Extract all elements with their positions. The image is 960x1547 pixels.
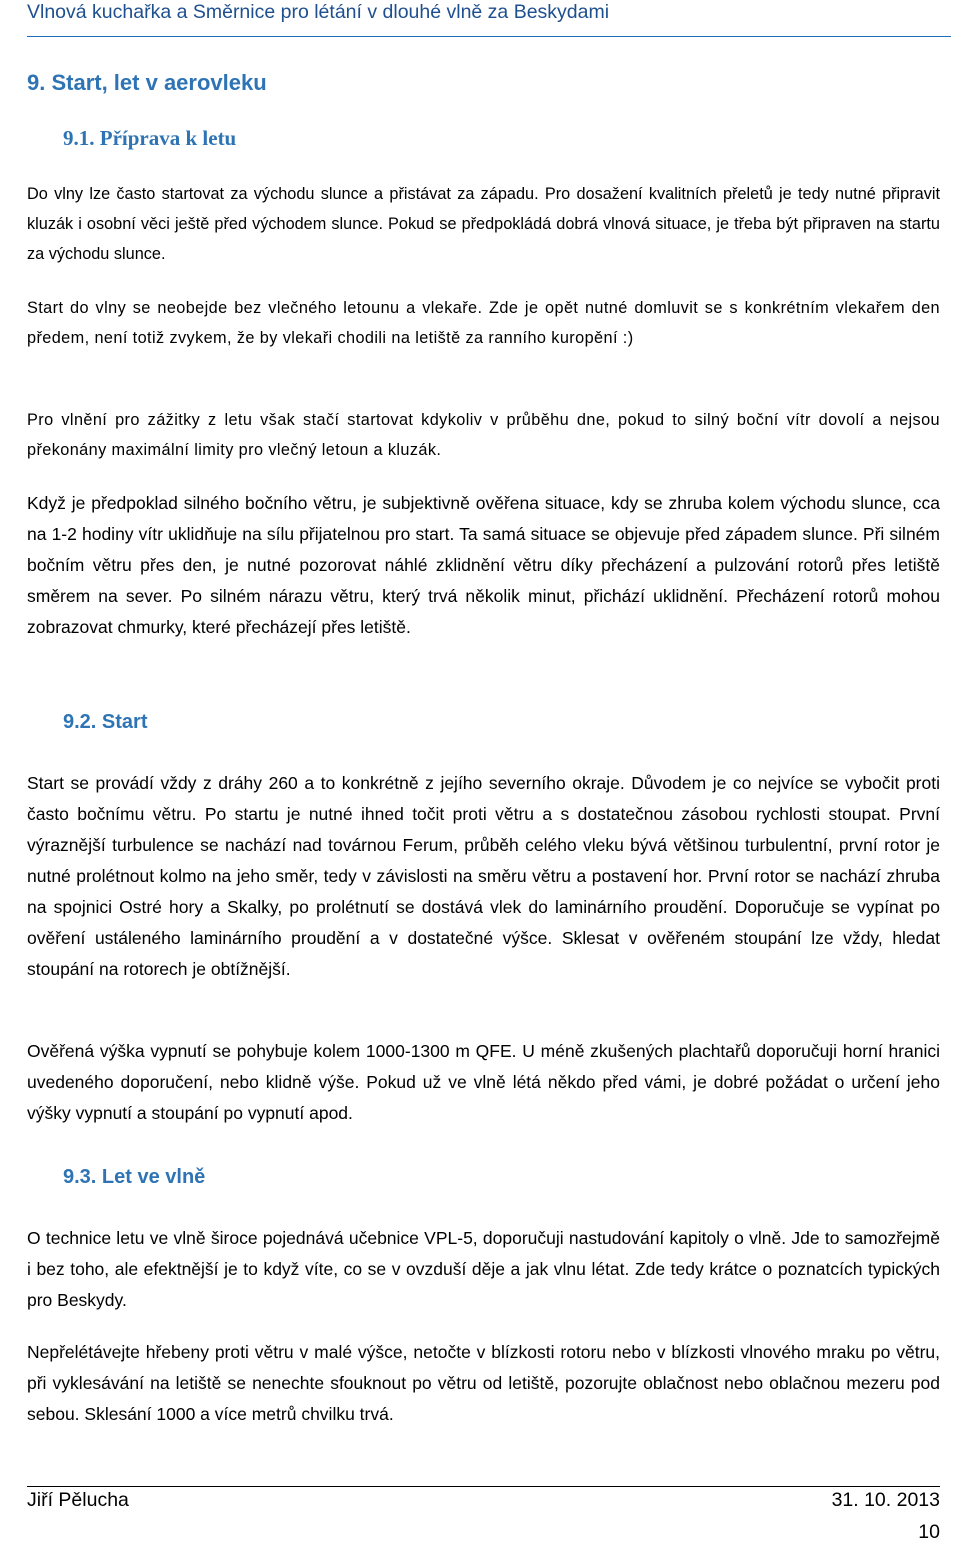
subsection-heading-start: 9.2. Start xyxy=(63,711,148,733)
paragraph-prep-3: Pro vlnění pro zážitky z letu však stačí startovat kdykoliv v průběhu dne, pokud to silný boční vítr dovolí a nejsou překonány maximální limity pro vlečný letoun a kluzák. xyxy=(27,411,940,459)
running-header: Vlnová kuchařka a Směrnice pro létání v dlouhé vlně za Beskydami xyxy=(27,0,951,37)
subsection-heading-wave-flight: 9.3. Let ve vlně xyxy=(63,1166,206,1188)
paragraph-prep-2: Start do vlny se neobejde bez vlečného letounu a vlekaře. Zde je opět nutné domluvit se s konkrétním vlekařem den předem, není totiž zvykem, že by vlekaři chodili na letiště za ranního kuropění :) xyxy=(27,299,940,347)
footer-date: 31. 10. 2013 xyxy=(831,1489,940,1511)
paragraph-start-2: Ověřená výška vypnutí se pohybuje kolem 1000-1300 m QFE. U méně zkušených plachtařů doporučuji horní hranici uvedeného doporučení, nebo klidně výše. Pokud už ve vlně létá někdo před vámi, je dobré požádat o určení jeho výšky vypnutí a stoupání po vypnutí apod. xyxy=(27,1041,940,1123)
paragraph-prep-4: Když je předpoklad silného bočního větru, je subjektivně ověřena situace, kdy se zhruba kolem východu slunce, cca na 1-2 hodiny vítr uklidňuje na sílu přijatelnou pro start. Ta samá situace se objevuje před západem slunce. Při silném bočním větru přes den, je nutné pozorovat náhlé zklidnění větru díky přecházení a pulzování rotorů přes letiště směrem na sever. Po silném nárazu větru, který trvá několik minut, přichází uklidnění. Přecházení rotorů mohou zobrazovat chmurky, které přecházejí přes letiště. xyxy=(27,493,940,637)
footer-author: Jiří Pělucha xyxy=(27,1489,129,1511)
paragraph-wave-2: Nepřelétávejte hřebeny proti větru v malé výšce, netočte v blízkosti rotoru nebo v blízkosti vlnového mraku po větru, při vyklesávání na letiště se nenechte sfouknout po větru od letiště, pozorujte oblačnost nebo oblačnou mezeru pod sebou. Sklesání 1000 a více metrů chvilku trvá. xyxy=(27,1342,940,1424)
footer-divider xyxy=(27,1486,940,1487)
page-number: 10 xyxy=(918,1521,940,1543)
paragraph-prep-1: Do vlny lze často startovat za východu slunce a přistávat za západu. Pro dosažení kvalitních přeletů je tedy nutné připravit kluzák i osobní věci ještě před východem slunce. Pokud se předpokládá dobrá vlnová situace, je třeba být připraven na startu za východu slunce. xyxy=(27,185,940,263)
section-heading: 9. Start, let v aerovleku xyxy=(27,70,267,95)
subsection-heading-prep: 9.1. Příprava k letu xyxy=(63,126,237,150)
paragraph-start-1: Start se provádí vždy z dráhy 260 a to konkrétně z jejího severního okraje. Důvodem je co nejvíce se vybočit proti často bočnímu větru. Po startu je nutné ihned točit proti větru a s dostatečnou zásobou rychlosti stoupat. První výraznější turbulence se nachází nad továrnou Ferum, průběh celého vleku bývá většinou turbulentní, první rotor je nutné prolétnout kolmo na jeho směr, tedy v závislosti na směru větru a postavení hor. První rotor se nachází zhruba na spojnici Ostré hory a Skalky, po prolétnutí se dostává vlek do laminárního proudění. Doporučuje se vypínat po ověření ustáleného laminárního proudění a v dostatečné výšce. Sklesat v ověřeném stoupání lze vždy, hledat stoupání na rotorech je obtížnější. xyxy=(27,773,940,979)
paragraph-wave-1: O technice letu ve vlně široce pojednává učebnice VPL-5, doporučuji nastudování kapitoly o vlně. Jde to samozřejmě i bez toho, ale efektnější je to když víte, co se v ovzduší děje a jak vlnu létat. Zde tedy krátce o poznatcích typických pro Beskydy. xyxy=(27,1228,940,1310)
